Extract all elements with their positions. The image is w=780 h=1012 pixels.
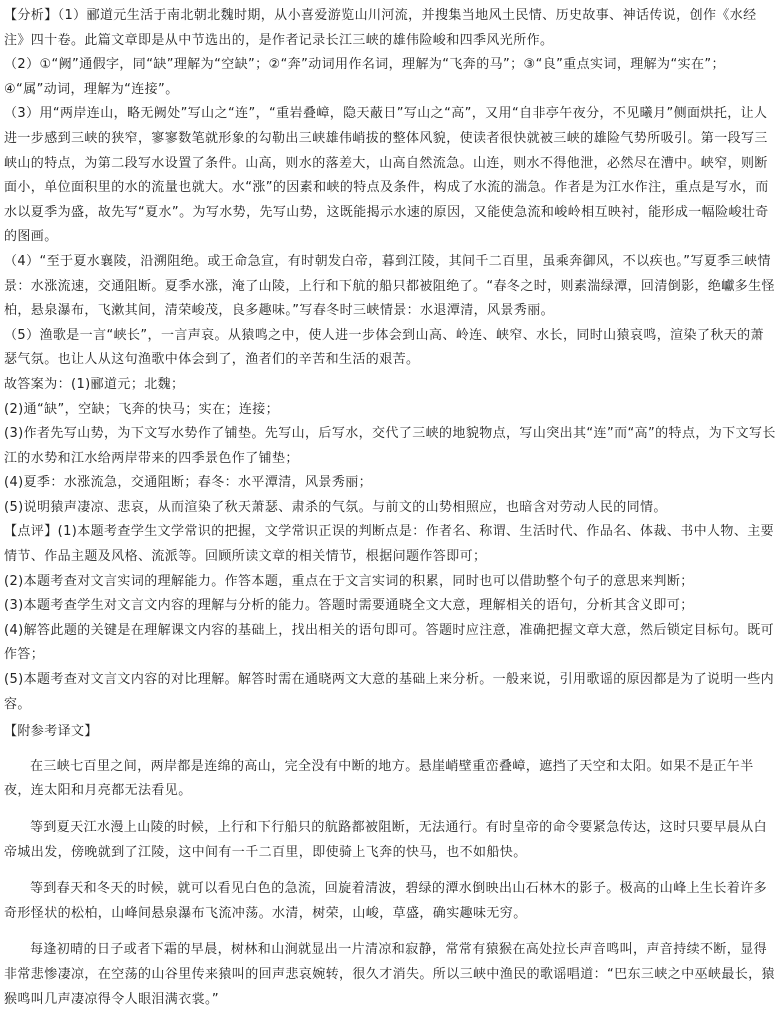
answer-1: 故答案为：(1)郦道元；北魏； [4,376,185,392]
translation-section [4,720,776,1012]
translation-paragraph-3: 等到春天和冬天的时候，就可以看见白色的急流，回旋着清波，碧绿的潭水倒映出山石林木的影子。极高的山峰上生长着许多奇形怪状的松柏，山峰间悬泉瀑布飞流冲荡。水清，树荣，山峻，草盛，确实趣味无穷。 [4,881,768,921]
analysis-part-3: （3）用“两岸连山，略无阙处”写山之“连”，“重岩叠嶂，隐天蔽日”写山之“高”，又用“自非亭午夜分，不见曦月”侧面烘托，让人进一步感到三峡的狭窄，寥寥数笔就形象的勾勒出三峡雄伟峭拔的整体风貌，使读者很快就被三峡的雄险气势所吸引。第一段写三峡山的特点，为第二段写水设置了条件。山高，则水的落差大，山高自然流急。山连，则水不得他泄，必然尽在漕中。峡窄，则断面小，单位面积里的水的流量也就大。水“涨”的因素和峡的特点及条件，构成了水流的湍急。作者是为江水作注，重点是写水，而水以夏季为盛，故先写“夏水”。为写水势，先写山势，这既能揭示水速的原因，又能使急流和峻岭相互映衬，能形成一幅险峻壮奇的图画。 [4,106,769,245]
analysis-section [4,4,776,717]
answer-2: (2)通“缺”，空缺；飞奔的快马；实在；连接； [4,401,280,417]
translation-paragraph-2: 等到夏天江水漫上山陵的时候，上行和下行船只的航路都被阻断，无法通行。有时皇帝的命令要紧急传达，这时只要早晨从白帝城出发，傍晚就到了江陵，这中间有一千二百里，即使骑上飞奔的快马，也不如船快。 [4,820,768,860]
comment-3: (3)本题考查学生对文言文内容的理解与分析的能力。答题时需要通晓全文大意，理解相关的语句，分析其含义即可； [4,598,694,614]
analysis-part-1: 【分析】（1）郦道元生活于南北朝北魏时期，从小喜爱游览山川河流，并搜集当地风土民情、历史故事、神话传说，创作《水经注》四十卷。此篇文章即是从中节选出的，是作者记录长江三峡的雄伟险峻和四季风光所作。 [4,8,757,48]
answer-3: (3)作者先写山势，为下文写水势作了铺垫。先写山，后写水，交代了三峡的地貌物点，写山突出其“连”而“高”的特点，为下文写长江的水势和江水给两岸带来的四季景色作了铺垫； [4,426,776,466]
translation-paragraph-1: 在三峡七百里之间，两岸都是连绵的高山，完全没有中断的地方。悬崖峭壁重峦叠嶂，遮挡了天空和太阳。如果不是正午半夜，连太阳和月亮都无法看见。 [4,758,754,799]
analysis-part-5: （5）渔歌是一言“峡长”，一言声哀。从猿鸣之中，使人进一步体会到山高、岭连、峡窄、水长，同时山猿哀鸣，渲染了秋天的萧瑟气氛。也让人从这句渔歌中体会到了，渔者们的辛苦和生活的艰苦。 [4,327,764,368]
translation-heading: 【附参考译文】 [4,724,98,740]
translation-paragraph-4: 每逢初晴的日子或者下霜的早晨，树林和山涧就显出一片清凉和寂静，常常有猿猴在高处拉长声音鸣叫，声音持续不断，显得非常悲惨凄凉，在空荡的山谷里传来猿叫的回声悲哀婉转，很久才消失。所以三峡中渔民的歌谣唱道：“巴东三峡之中巫峡最长，猿猴鸣叫几声凄凉得令人眼泪满衣裳。” [4,942,775,1007]
analysis-part-2: （2）①“阙”通假字，同“缺”理解为“空缺”；②“奔”动词用作名词，理解为“飞奔的马”；③“良”重点实词，理解为“实在”；④“属”动词，理解为“连接”。 [4,57,725,97]
answer-5: (5)说明猿声凄凉、悲哀，从而渲染了秋天萧瑟、肃杀的气氛。与前文的山势相照应，也暗含对劳动人民的同情。 [4,499,667,515]
comment-4: (4)解答此题的关键是在理解课文内容的基础上，找出相关的语句即可。答题时应注意，准确把握文章大意，然后锁定目标句。既可作答； [4,622,775,663]
analysis-part-4: （4）“至于夏水襄陵，沿溯阻绝。或王命急宣，有时朝发白帝，暮到江陵，其间千二百里，虽乘奔御风，不以疾也。”写夏季三峡情景：水涨流速，交通阻断。夏季水涨，淹了山陵，上行和下航的船只都被阻绝了。“春冬之时，则素湍绿潭，回清倒影，绝巘多生怪柏，悬泉瀑布，飞漱其间，清荣峻茂，良多趣味。”写春冬时三峡情景：水退潭清，风景秀丽。 [4,253,775,319]
comment-2: (2)本题考查对文言实词的理解能力。作答本题，重点在于文言实词的积累，同时也可以借助整个句子的意思来判断； [4,573,694,589]
comment-5: (5)本题考查对文言文内容的对比理解。解答时需在通晓两文大意的基础上来分析。一般来说，引用歌谣的原因都是为了说明一些内容。 [4,672,775,712]
answer-4: (4)夏季：水涨流急，交通阻断；春冬：水平潭清，风景秀丽； [4,475,373,491]
comment-1: 【点评】(1)本题考查学生文学常识的把握，文学常识正误的判断点是：作者名、称谓、生活时代、作品名、体裁、书中人物、主要情节、作品主题及风格、流派等。回顾所读文章的相关情节，根据问题作答即可； [4,524,775,565]
